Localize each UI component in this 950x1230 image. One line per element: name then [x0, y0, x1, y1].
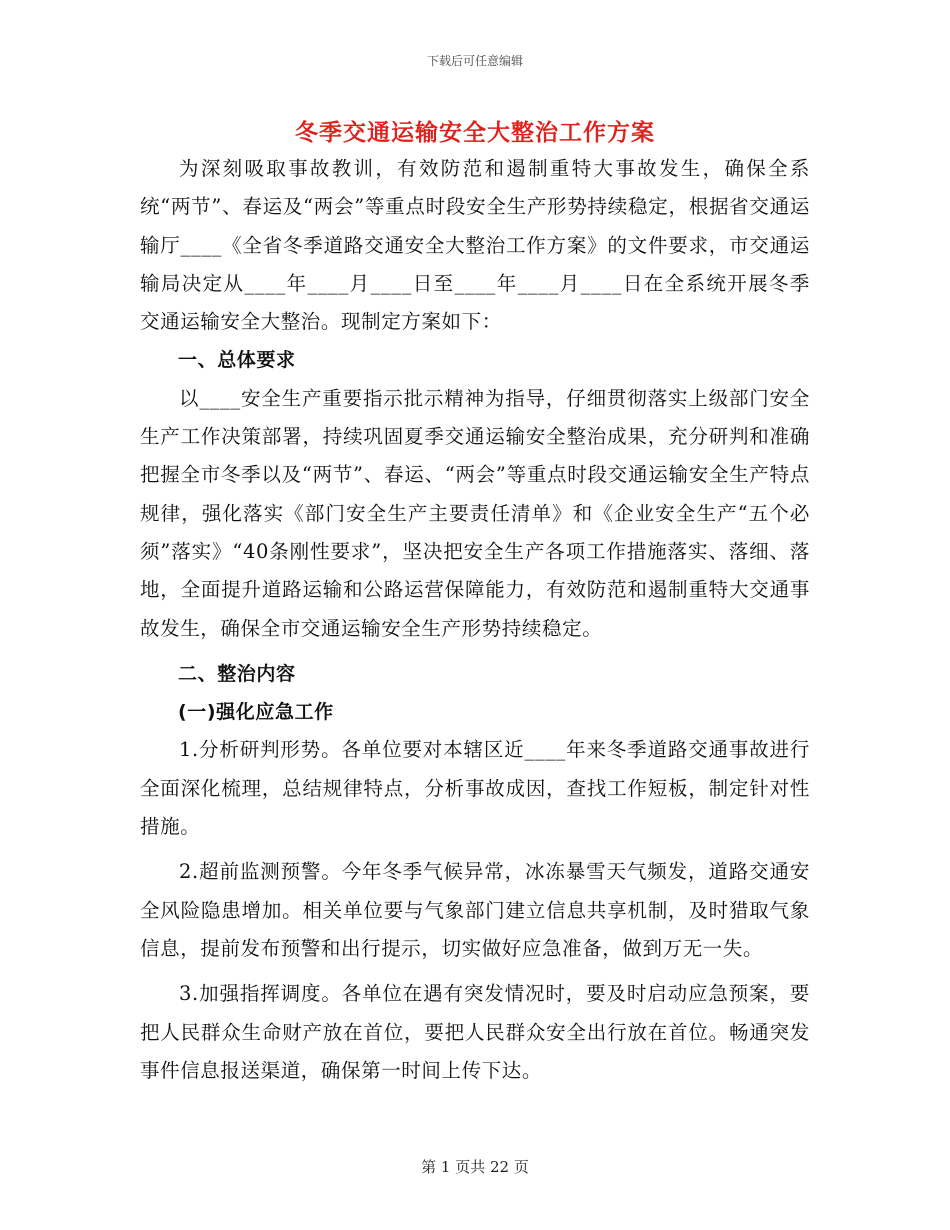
section-heading-general-requirements: 一、总体要求	[178, 349, 296, 372]
item-early-warning: 2.超前监测预警。今年冬季气候异常，冰冻暴雪天气频发，道路交通安全风险隐患增加。相关单位要与气象部门建立信息共享机制，及时猎取气象信息，提前发布预警和出行提示，切实做好应急准备，做到万无一失。	[140, 860, 810, 960]
header-note: 下载后可任意编辑	[426, 54, 523, 68]
intro-paragraph: 为深刻吸取事故教训，有效防范和遏制重特大事故发生，确保全系统“两节”、春运及“两会”等重点时段安全生产形势持续稳定，根据省交通运输厅____《全省冬季道路交通安全大整治工作方案》的文件要求，市交通运输局决定从____年____月____日至____年____月____日在全系统开展冬季交通运输安全大整治。现制定方案如下：	[140, 157, 810, 334]
item-command-dispatch: 3.加强指挥调度。各单位在遇有突发情况时，要及时启动应急预案，要把人民群众生命财产放在首位，要把人民群众安全出行放在首位。畅通突发事件信息报送渠道，确保第一时间上传下达。	[140, 982, 810, 1082]
subsection-heading-emergency-work: (一)强化应急工作	[178, 701, 334, 724]
page-footer: 第 1 页共 22 页	[421, 1158, 529, 1176]
document-body	[140, 150, 810, 1090]
general-requirements-paragraph: 以____安全生产重要指示批示精神为指导，仔细贯彻落实上级部门安全生产工作决策部署，持续巩固夏季交通运输安全整治成果，充分研判和准确把握全市冬季以及“两节”、春运、“两会”等重点时段交通运输安全生产特点规律，强化落实《部门安全生产主要责任清单》和《企业安全生产“五个必须”落实》“40条刚性要求”，坚决把安全生产各项工作措施落实、落细、落地，全面提升道路运输和公路运营保障能力，有效防范和遏制重特大交通事故发生，确保全市交通运输安全生产形势持续稳定。	[140, 386, 810, 640]
section-heading-rectification-content: 二、整治内容	[178, 662, 296, 685]
document-title: 冬季交通运输安全大整治工作方案	[295, 119, 655, 146]
item-analysis: 1.分析研判形势。各单位要对本辖区近____年来冬季道路交通事故进行全面深化梳理，总结规律特点，分析事故成因，查找工作短板，制定针对性措施。	[140, 738, 810, 839]
